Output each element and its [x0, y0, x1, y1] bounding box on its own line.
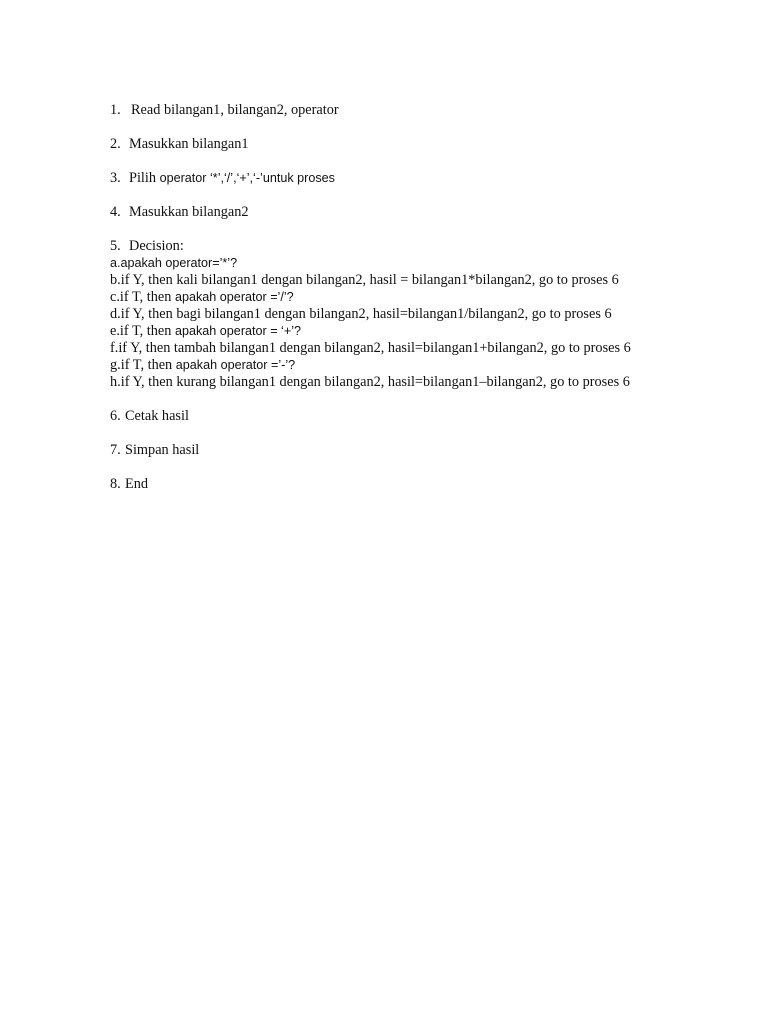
decision-h	[110, 374, 750, 391]
decision-c-question: apakah operator =’/’?	[174, 290, 294, 304]
step-text-operator: operator ‘*’,‘/’,‘+’,‘-’untuk proses	[159, 171, 335, 185]
step-number: 7.	[110, 442, 121, 458]
decision-d	[110, 306, 750, 323]
decision-g	[110, 357, 750, 374]
step-number: 2.	[110, 136, 121, 152]
step-4	[110, 204, 750, 221]
step-5-decision	[110, 238, 750, 391]
step-number: 3.	[110, 170, 121, 186]
step-1	[110, 102, 750, 119]
step-text: Pilih	[129, 170, 160, 186]
step-number: 6.	[110, 408, 121, 424]
step-7	[110, 442, 750, 459]
decision-g-question: apakah operator =’-’?	[175, 358, 296, 372]
step-number: 4.	[110, 204, 121, 220]
decision-c	[110, 289, 750, 306]
decision-f	[110, 340, 750, 357]
decision-e-question: apakah operator = ‘+’?	[174, 324, 302, 338]
step-text: Read bilangan1, bilangan2, operator	[131, 102, 339, 118]
algorithm-text	[110, 102, 750, 510]
step-text: Decision:	[129, 238, 184, 254]
decision-b-text: b.if Y, then kali bilangan1 dengan bilangan2, hasil = bilangan1*bilangan2, go to proses 6	[110, 272, 619, 288]
decision-d-text: d.if Y, then bagi bilangan1 dengan bilangan2, hasil=bilangan1/bilangan2, go to proses 6	[110, 306, 612, 322]
step-3	[110, 170, 750, 187]
decision-b	[110, 272, 750, 289]
step-2	[110, 136, 750, 153]
decision-a-text: a.apakah operator=’*’?	[110, 256, 238, 270]
step-8	[110, 476, 750, 493]
decision-f-text: f.if Y, then tambah bilangan1 dengan bilangan2, hasil=bilangan1+bilangan2, go to proses 6	[110, 340, 631, 356]
step-number: 8.	[110, 476, 121, 492]
decision-title	[110, 238, 750, 255]
step-text: Masukkan bilangan1	[129, 136, 249, 152]
decision-a	[110, 255, 750, 272]
decision-e-text: e.if T, then	[110, 323, 175, 339]
step-text: End	[125, 476, 149, 492]
step-text: Cetak hasil	[125, 408, 189, 424]
step-number: 1.	[110, 102, 121, 118]
step-number: 5.	[110, 238, 121, 254]
decision-g-text: g.if T, then	[110, 357, 176, 373]
decision-e	[110, 323, 750, 340]
decision-h-text: h.if Y, then kurang bilangan1 dengan bilangan2, hasil=bilangan1–bilangan2, go to proses 6	[110, 374, 630, 390]
decision-c-text: c.if T, then	[110, 289, 175, 305]
step-6	[110, 408, 750, 425]
step-text: Masukkan bilangan2	[129, 204, 249, 220]
step-text: Simpan hasil	[125, 442, 200, 458]
